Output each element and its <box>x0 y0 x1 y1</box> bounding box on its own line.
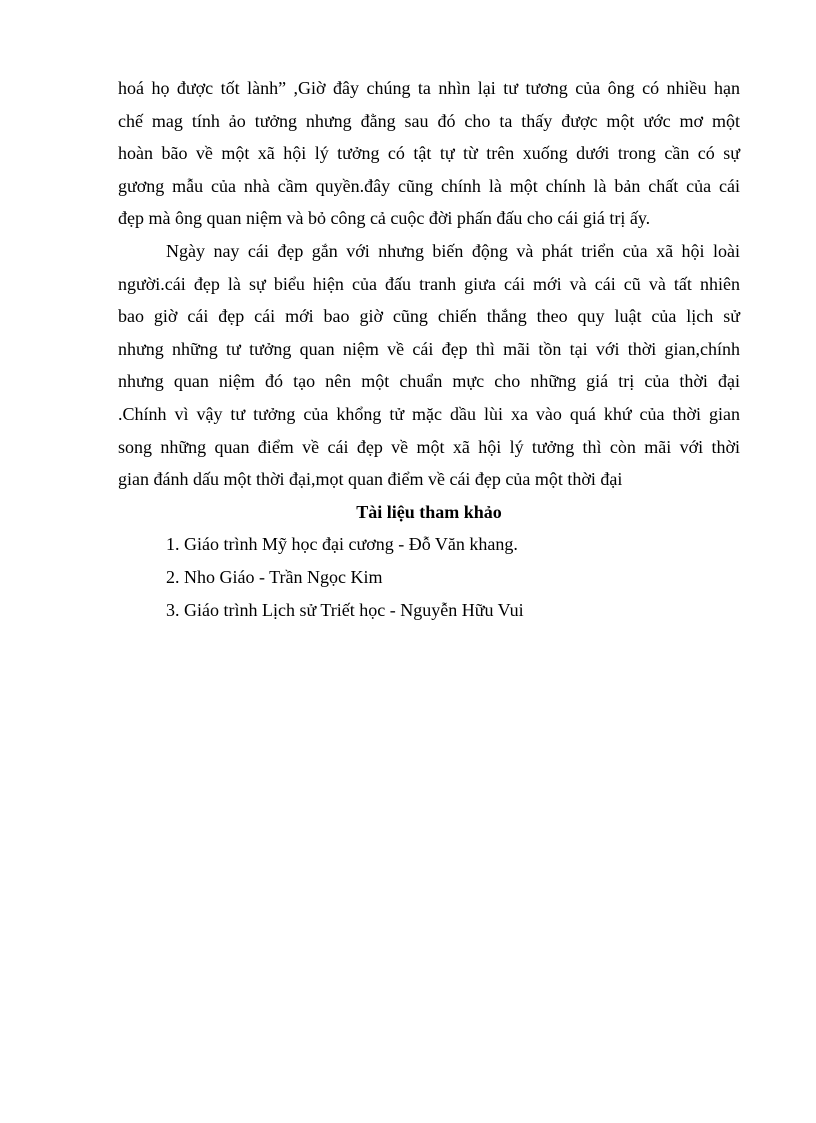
paragraph-line: nhưng quan niệm đó tạo nên một chuẩn mực cho những giá trị của thời đại <box>118 371 740 392</box>
paragraph-line: hoàn bão về một xã hội lý tưởng có tật tự từ trên xuống dưới trong cần có sự <box>118 143 740 164</box>
references-list <box>118 528 740 626</box>
reference-item: 1. Giáo trình Mỹ học đại cương - Đỗ Văn khang. <box>166 534 518 555</box>
paragraph-confucius-ideal <box>118 72 740 235</box>
paragraph-line: .Chính vì vậy tư tưởng của khổng tử mặc dầu lùi xa vào quá khứ của thời gian <box>118 403 740 424</box>
paragraph-line: Ngày nay cái đẹp gắn với nhưng biến động và phát triển của xã hội loài <box>166 240 740 261</box>
paragraph-line: người.cái đẹp là sự biểu hiện của đấu tranh giưa cái mới và cái cũ và tất nhiên <box>118 273 740 294</box>
paragraph-line: nhưng những tư tưởng quan niệm về cái đẹp thì mãi tồn tại với thời gian,chính <box>118 338 740 359</box>
paragraph-beauty-today <box>118 235 740 496</box>
paragraph-line: gương mẫu của nhà cầm quyền.đây cũng chính là một chính là bản chất của cái <box>118 175 740 196</box>
reference-item: 3. Giáo trình Lịch sử Triết học - Nguyễn Hữu Vui <box>166 599 524 620</box>
paragraph-line: gian đánh dấu một thời đại,mọt quan điểm về cái đẹp của một thời đại <box>118 469 623 490</box>
document-page <box>118 72 740 626</box>
paragraph-line: hoá họ được tốt lành” ,Giờ đây chúng ta nhìn lại tư tương của ông có nhiều hạn <box>118 78 740 98</box>
reference-item: 2. Nho Giáo - Trần Ngọc Kim <box>166 566 383 587</box>
references-heading: Tài liệu tham khảo <box>356 501 502 522</box>
paragraph-line: đẹp mà ông quan niệm và bỏ công cả cuộc đời phấn đấu cho cái giá trị ấy. <box>118 208 651 229</box>
paragraph-line: bao giờ cái đẹp cái mới bao giờ cũng chiến thắng theo quy luật của lịch sử <box>118 306 740 327</box>
paragraph-line: song những quan điểm về cái đẹp về một xã hội lý tưởng thì còn mãi với thời <box>118 436 740 457</box>
paragraph-line: chế mag tính ảo tưởng nhưng đằng sau đó cho ta thấy được một ước mơ một <box>118 110 740 131</box>
